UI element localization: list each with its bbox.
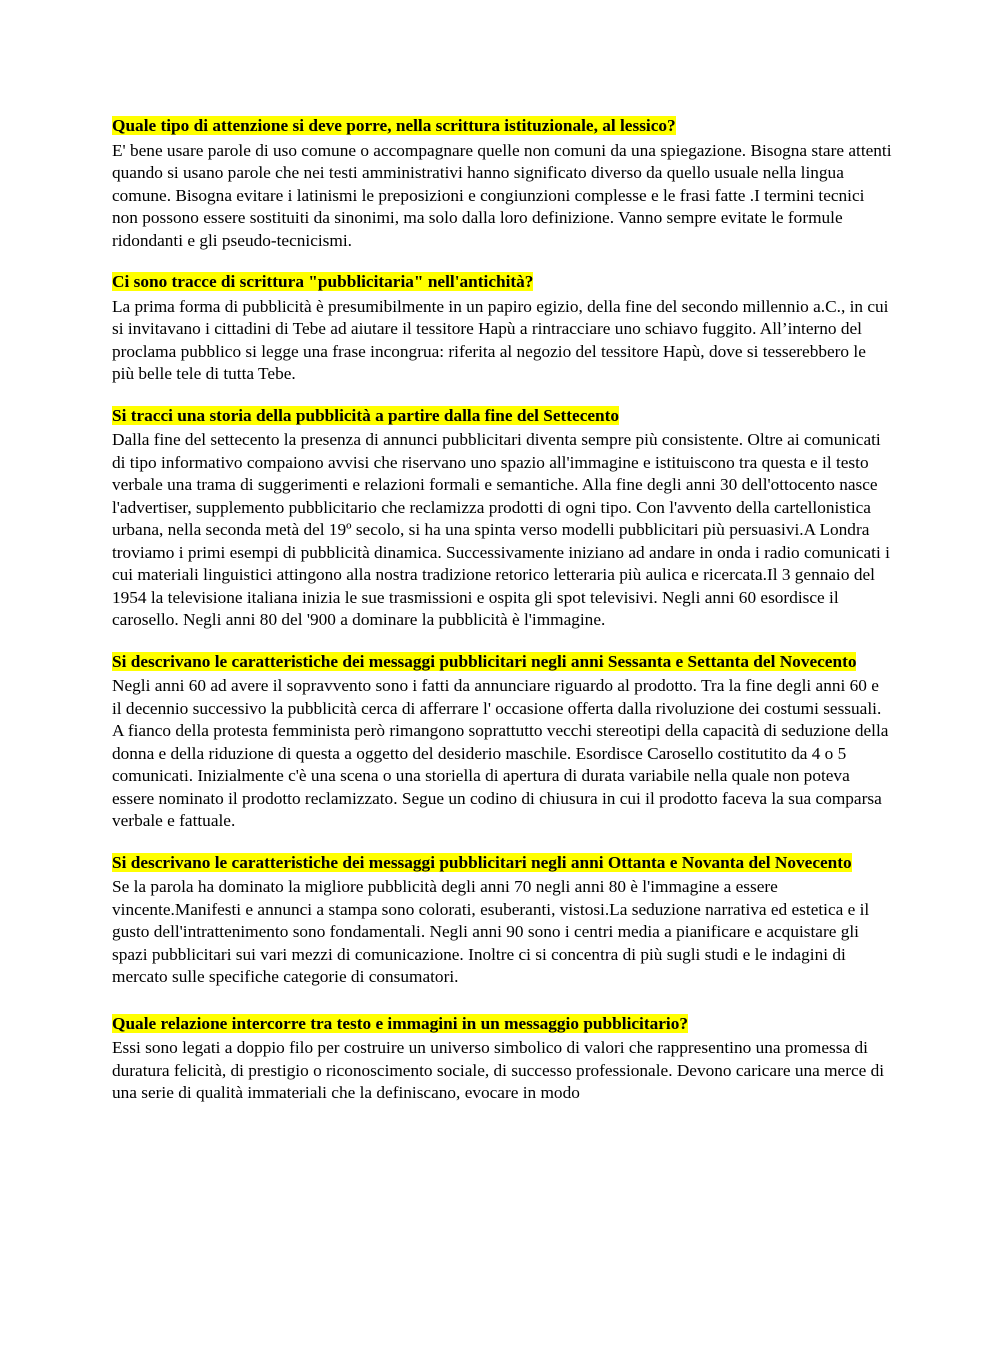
question-heading — [112, 1013, 892, 1036]
question-text: Si descrivano le caratteristiche dei messaggi pubblicitari negli anni Ottanta e Novanta del Novecento — [112, 852, 852, 872]
qa-block-text-images — [112, 1013, 892, 1105]
question-heading — [112, 651, 892, 674]
question-heading — [112, 115, 892, 138]
question-heading — [112, 852, 892, 875]
question-text: Quale tipo di attenzione si deve porre, nella scrittura istituzionale, al lessico? — [112, 116, 676, 135]
answer-paragraph: Negli anni 60 ad avere il sopravvento sono i fatti da annunciare riguardo al prodotto. Tra la fine degli anni 60 e il decennio successivo la pubblicità cerca di afferrare l' occasione offerta dalla rivoluzione dei costumi sessuali. A fianco della protesta femminista però rimangono soprattutto vecchi stereotipi della capacità di seduzione della donna e della riduzione di questa a oggetto del desiderio maschile. Esordisce Carosello costitutito da 4 o 5 comunicati. Inizialmente c'è una scena o una storiella di apertura di durata variabile nella quale non poteva essere nominato il prodotto reclamizzato. Segue un codino di chiusura in cui il prodotto faceva la sua comparsa verbale e fattuale. — [112, 676, 889, 830]
answer-paragraph: Dalla fine del settecento la presenza di annunci pubblicitari diventa sempre più consistente. Oltre ai comunicati di tipo informativo compaiono avvisi che riservano uno spazio all'immagine e istituiscono tra questa e il testo verbale una trama di suggerimenti e relazioni formali e semantiche. Alla fine degli anni 30 dell'ottocento nasce l'advertiser, supplemento pubblicitario che reclamizza prodotti di ogni tipo. Con l'avvento della cartellonistica urbana, nella seconda metà del 19º secolo, si ha una spinta verso modelli pubblicitari più persuasivi.A Londra troviamo i primi esempi di pubblicità dinamica. Successivamente iniziano ad andare in onda i radio comunicati i cui materiali linguistici attingono alla nostra tradizione retorico letteraria più aulica e ricercata.Il 3 gennaio del 1954 la televisione italiana inizia le sue trasmissioni e ospita gli spot televisivi. Negli anni 60 esordisce il carosello. Negli anni 80 del '900 a dominare la pubblicità è l'immagine. — [112, 430, 890, 629]
qa-block-lexicon — [112, 115, 892, 252]
answer-paragraph: Essi sono legati a doppio filo per costruire un universo simbolico di valori che rappresentino una promessa di duratura felicità, di prestigio o riconoscimento sociale, di successo professionale. Devono caricare una merce di una serie di qualità immateriali che la definiscano, evocare in modo — [112, 1038, 885, 1102]
answer-paragraph: E' bene usare parole di uso comune o accompagnare quelle non comuni da una spiegazione. Bisogna stare attenti quando si usano parole che nei testi amministrativi hanno significato diverso da quello usuale nella lingua comune. Bisogna evitare i latinismi le preposizioni e congiunzioni complesse e le frasi fatte .I termini tecnici non possono essere sostituiti da sinonimi, ma solo dalla loro definizione. Vanno sempre evitate le formule ridondanti e gli pseudo-tecnicismi. — [112, 140, 892, 250]
qa-block-history-advertising — [112, 405, 892, 632]
question-text: Si descrivano le caratteristiche dei messaggi pubblicitari negli anni Sessanta e Settanta del Novecento — [112, 651, 857, 671]
question-text: Quale relazione intercorre tra testo e immagini in un messaggio pubblicitario? — [112, 1013, 688, 1033]
answer-paragraph: La prima forma di pubblicità è presumibilmente in un papiro egizio, della fine del secondo millennio a.C., in cui si invitavano i cittadini di Tebe ad aiutare il tessitore Hapù a rintracciare uno schiavo fuggito. All’interno del proclama pubblico si legge una frase incongrua: riferita al negozio del tessitore Hapù, dove si tesserebbero le più belle tele di tutta Tebe. — [112, 296, 889, 383]
question-heading — [112, 271, 892, 294]
question-text: Si tracci una storia della pubblicità a partire dalla fine del Settecento — [112, 405, 620, 425]
answer-paragraph: Se la parola ha dominato la migliore pubblicità degli anni 70 negli anni 80 è l'immagine a essere vincente.Manifesti e annunci a stampa sono colorati, esuberanti, vistosi.La seduzione narrativa ed estetica e il gusto dell'intrattenimento sono fondamentali. Negli anni 90 sono i centri media a pianificare e acquistare gli spazi pubblicitari sui vari mezzi di comunicazione. Inoltre ci si concentra di più sugli studi e le indagini di mercato sulle specifiche categorie di consumatori. — [112, 877, 870, 986]
qa-block-eighties-nineties — [112, 852, 892, 989]
question-text: Ci sono tracce di scrittura "pubblicitaria" nell'antichità? — [112, 272, 534, 291]
qa-block-sixties-seventies — [112, 651, 892, 833]
question-heading — [112, 405, 892, 428]
document-page — [112, 115, 892, 1124]
qa-block-ancient-advertising — [112, 271, 892, 386]
